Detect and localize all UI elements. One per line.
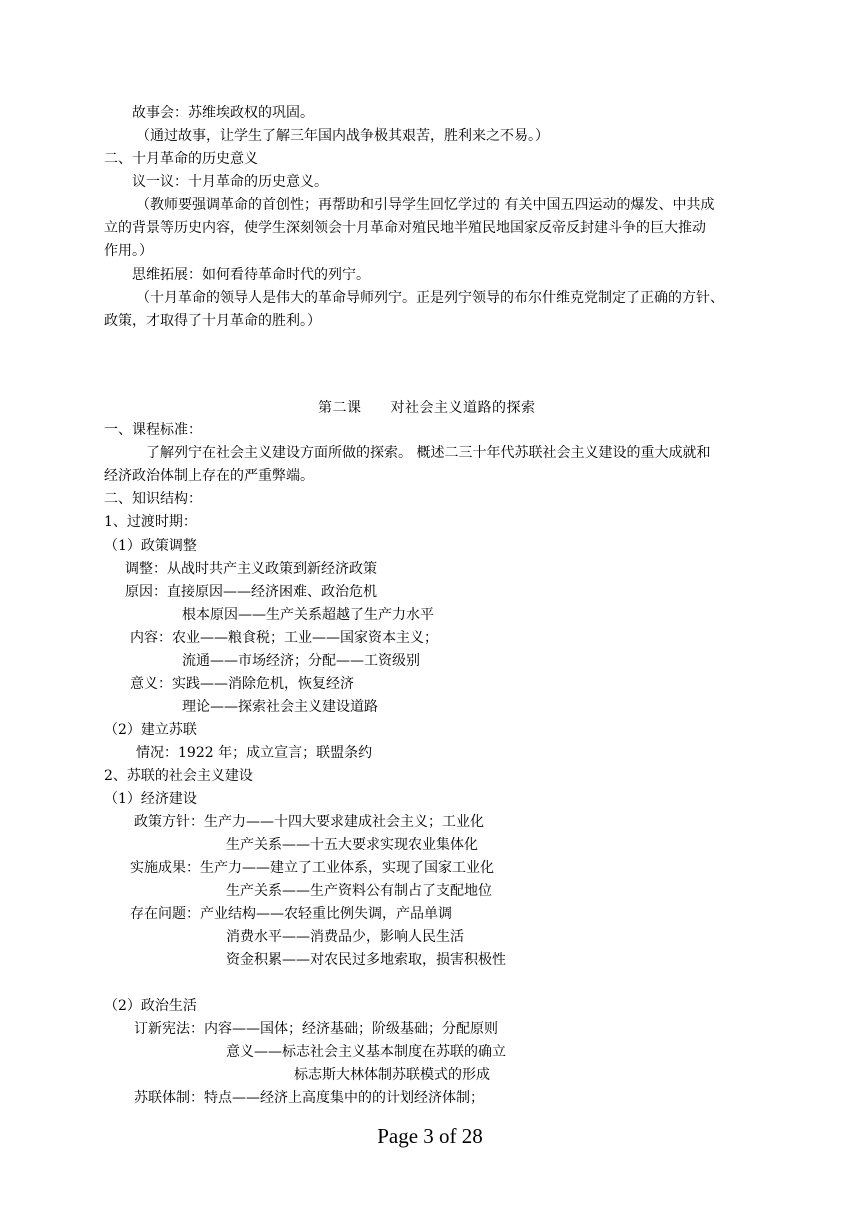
text-line: 苏联体制：特点——经济上高度集中的的计划经济体制； (134, 1090, 484, 1106)
subsection-heading: （1）政策调整 (104, 538, 197, 554)
text-line: 流通——市场经济；分配——工资级别 (182, 653, 420, 669)
text-line: （教师要强调革命的首创性；再帮助和引导学生回忆学过的 有关中国五四运动的爆发、中共成 (136, 197, 715, 213)
text-line: 作用。） (104, 243, 153, 259)
text-line: （十月革命的领导人是伟大的革命导师列宁。正是列宁领导的布尔什维克党制定了正确的方针、 (136, 290, 724, 306)
subsection-heading: （2）建立苏联 (104, 722, 197, 738)
section-heading: 二、知识结构： (104, 491, 202, 507)
text-line: 理论——探索社会主义建设道路 (182, 699, 378, 715)
text-line: 消费水平——消费品少，影响人民生活 (226, 929, 464, 945)
text-line: 订新宪法：内容——国体；经济基础；阶级基础；分配原则 (134, 1021, 498, 1037)
text-line: 生产关系——生产资料公有制占了支配地位 (226, 883, 492, 899)
text-line: 思维拓展：如何看待革命时代的列宁。 (132, 267, 370, 283)
section-heading: 一、课程标准： (104, 422, 202, 438)
text-line: 议一议：十月革命的历史意义。 (132, 174, 328, 190)
text-line: 资金积累——对农民过多地索取，损害积极性 (226, 952, 506, 968)
text-line: 意义——标志社会主义基本制度在苏联的确立 (226, 1044, 506, 1060)
text-line: 内容：农业——粮食税；工业——国家资本主义； (130, 630, 438, 646)
lesson-title: 第二课 对社会主义道路的探索 (318, 400, 536, 416)
text-line: 原因：直接原因——经济困难、政治危机 (125, 584, 377, 600)
section-heading: 2、苏联的社会主义建设 (104, 768, 253, 784)
text-line: 实施成果：生产力——建立了工业体系，实现了国家工业化 (130, 860, 494, 876)
page-number: Page 3 of 28 (377, 1124, 483, 1148)
text-line: 政策方针：生产力——十四大要求建成社会主义；工业化 (134, 814, 484, 830)
text-line: 生产关系——十五大要求实现农业集体化 (226, 837, 478, 853)
subsection-heading: （1）经济建设 (104, 791, 197, 807)
section-heading: 二、十月革命的历史意义 (104, 151, 258, 167)
text-line: 故事会：苏维埃政权的巩固。 (132, 105, 314, 121)
text-line: 根本原因——生产关系超越了生产力水平 (182, 607, 434, 623)
text-line: 意义：实践——消除危机，恢复经济 (130, 676, 354, 692)
text-line: 了解列宁在社会主义建设方面所做的探索。 概述二三十年代苏联社会主义建设的重大成就和 (146, 445, 711, 461)
text-line: 存在问题：产业结构——农轻重比例失调，产品单调 (130, 906, 452, 922)
text-line: 情况：1922 年；成立宣言；联盟条约 (136, 745, 373, 761)
text-line: （通过故事，让学生了解三年国内战争极其艰苦，胜利来之不易。） (136, 128, 549, 144)
text-line: 经济政治体制上存在的严重弊端。 (104, 468, 314, 484)
text-line: 调整：从战时共产主义政策到新经济政策 (125, 561, 377, 577)
section-heading: 1、过渡时期： (104, 514, 197, 530)
text-line: 标志斯大林体制苏联模式的形成 (294, 1067, 490, 1083)
text-line: 政策，才取得了十月革命的胜利。） (104, 313, 321, 329)
subsection-heading: （2）政治生活 (104, 998, 197, 1014)
text-line: 立的背景等历史内容，使学生深刻领会十月革命对殖民地半殖民地国家反帝反封建斗争的巨大推动 (104, 220, 706, 236)
